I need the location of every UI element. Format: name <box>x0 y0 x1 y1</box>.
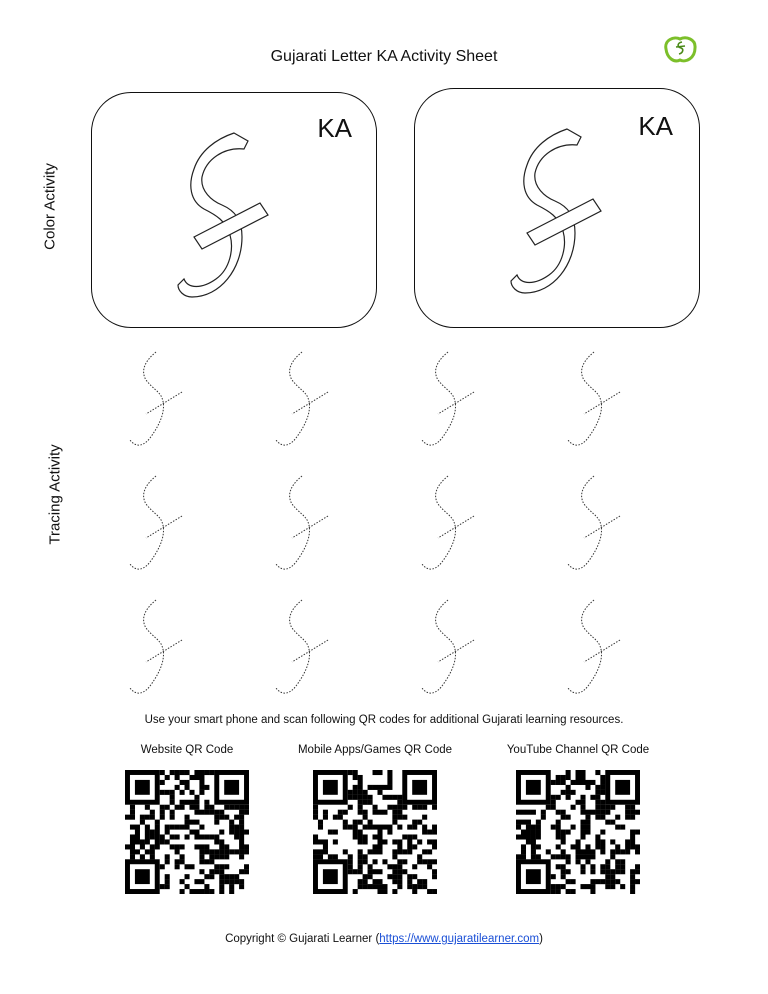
ka-dotted-trace-icon <box>564 596 644 706</box>
trace-cell <box>126 472 206 582</box>
trace-cell <box>126 596 206 706</box>
qr-code-icon[interactable] <box>313 770 437 894</box>
ka-dotted-trace-icon <box>126 472 206 582</box>
trace-cell <box>418 596 498 706</box>
trace-cell <box>272 348 352 458</box>
trace-cell <box>564 472 644 582</box>
qr-code-block <box>493 744 663 894</box>
qr-code-block <box>290 744 460 894</box>
ka-dotted-trace-icon <box>272 596 352 706</box>
ka-outline-glyph-icon <box>505 125 615 297</box>
ka-outline-glyph-icon <box>172 129 282 301</box>
qr-instructions: Use your smart phone and scan following QR codes for additional Gujarati learning resources. <box>144 714 624 726</box>
website-link[interactable]: https://www.gujaratilearner.com <box>379 933 540 945</box>
color-card <box>414 88 700 328</box>
trace-cell <box>272 596 352 706</box>
ka-dotted-trace-icon <box>126 348 206 458</box>
qr-code-label: Mobile Apps/Games QR Code <box>297 744 453 756</box>
ka-dotted-trace-icon <box>418 348 498 458</box>
ka-dotted-trace-icon <box>564 472 644 582</box>
tracing-grid <box>120 348 680 708</box>
qr-code-icon[interactable] <box>516 770 640 894</box>
ka-dotted-trace-icon <box>272 348 352 458</box>
tracing-activity-label: Tracing Activity <box>46 444 64 545</box>
ka-dotted-trace-icon <box>418 472 498 582</box>
color-activity-label: Color Activity <box>41 163 59 250</box>
copyright-footer <box>0 933 768 945</box>
qr-code-label: YouTube Channel QR Code <box>506 744 650 756</box>
ka-dotted-trace-icon <box>564 348 644 458</box>
trace-cell <box>564 596 644 706</box>
card-letter-label: KA <box>317 113 352 143</box>
qr-code-icon[interactable] <box>125 770 249 894</box>
ka-dotted-trace-icon <box>418 596 498 706</box>
trace-cell <box>564 348 644 458</box>
gujarati-ka-logo-icon <box>662 34 698 64</box>
trace-cell <box>126 348 206 458</box>
copyright-text: Copyright © Gujarati Learner ( <box>225 933 380 945</box>
copyright-suffix: ) <box>539 933 543 945</box>
trace-cell <box>418 472 498 582</box>
qr-code-block <box>102 744 272 894</box>
ka-dotted-trace-icon <box>272 472 352 582</box>
trace-cell <box>418 348 498 458</box>
card-letter-label: KA <box>638 111 673 141</box>
ka-dotted-trace-icon <box>126 596 206 706</box>
page-title: Gujarati Letter KA Activity Sheet <box>270 48 498 65</box>
qr-code-label: Website QR Code <box>140 744 234 756</box>
color-card <box>91 92 377 328</box>
trace-cell <box>272 472 352 582</box>
